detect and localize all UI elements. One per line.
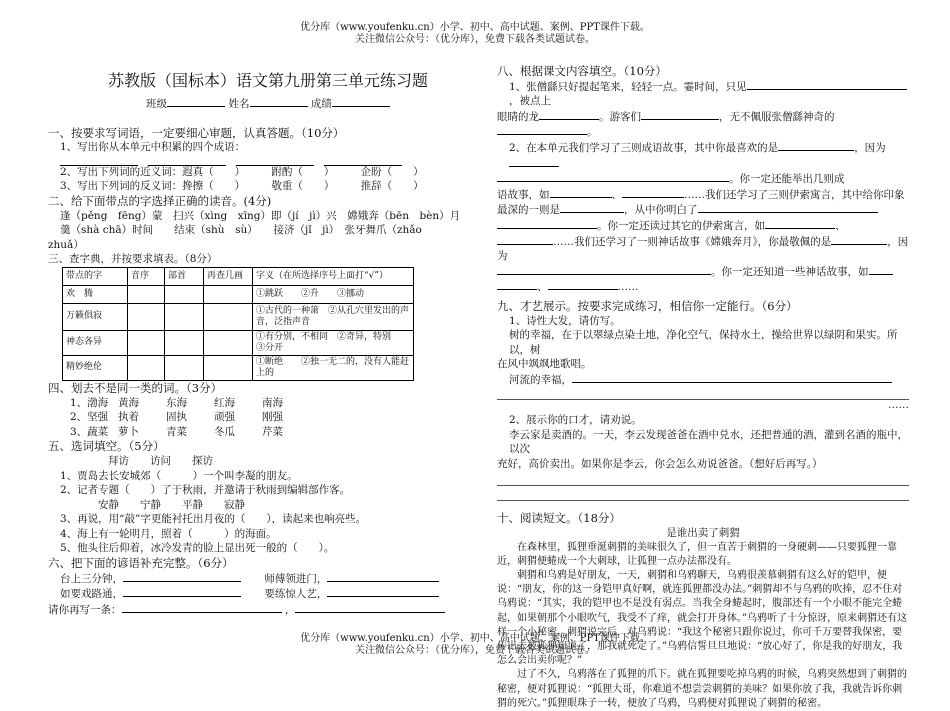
s2-line-2: 羹（shà chā）时间 结束（shù sù） 接济（jǐ jì） 张牙舞爪（zhǎo <box>60 224 422 237</box>
table-row <box>63 355 414 380</box>
s9-text-6: 充好，高价卖出。如果你是李云，你会怎么劝说爸爸。（想好后再写。） <box>497 457 823 470</box>
table-row <box>63 303 414 330</box>
proverb-start: 要练惊人艺， <box>264 588 328 601</box>
section-5 <box>48 439 488 556</box>
s5-options-1: 拜访 访问 探访 <box>108 454 213 467</box>
answer-line[interactable] <box>497 494 909 501</box>
s9-q1: 1、诗性大发，请仿写。 <box>509 314 621 327</box>
th-strokes: 再查几画 <box>204 267 253 285</box>
s1-q3: 3、写出下列词的反义词：搀擦（ ） 敬重（ ） 推辞（ ） <box>60 180 424 193</box>
word[interactable]: 顽强 <box>214 411 235 424</box>
proverb-blank[interactable] <box>123 571 241 582</box>
s9-q2: 2、展示你的口才，请劝说。 <box>509 414 642 427</box>
class-label: 班级 <box>146 98 168 110</box>
s5-q1: 1、贾岛去长安城郊（ ）一个叫李凝的朋友。 <box>60 469 298 482</box>
class-field[interactable] <box>167 96 225 107</box>
reading-title: 是谁出卖了刺猬 <box>666 527 740 540</box>
th-meaning: 字义（在所选择序号上面打“√”） <box>253 267 414 285</box>
score-field[interactable] <box>332 96 390 107</box>
s6-row-2 <box>48 586 488 602</box>
section-10-heading: 十、阅读短文。（18分） <box>497 511 621 526</box>
section-1-heading: 一、按要求写词语，一定要细心审题，认真答题。（10分） <box>48 125 345 140</box>
section-9 <box>497 299 909 502</box>
imitation-blank[interactable] <box>572 372 892 383</box>
proverb-blank[interactable] <box>122 602 282 613</box>
section-3-heading: 三、查字典，并按要求填表。（8分） <box>48 253 218 266</box>
proverb-blank[interactable] <box>295 602 445 613</box>
s9-river-prompt: 河流的幸福， <box>509 373 572 386</box>
s5-q2: 2、记者专题（ ）了于秋雨，并邀请于秋雨到编辑部作客。 <box>60 484 351 497</box>
s6-row-3: 请你再写一条： ， <box>48 602 488 618</box>
watermark-footer <box>0 633 950 657</box>
cell-word: 欢 腾 <box>63 285 128 303</box>
section-4-heading: 四、划去不是同一类的词。（3分） <box>48 380 223 395</box>
word[interactable]: 青菜 <box>166 425 187 438</box>
s5-q3: 3、再说，用“敲”字更能衬托出月夜的（ ），读起来也响亮些。 <box>60 513 367 526</box>
s4-row-3 <box>48 425 488 440</box>
s1-idiom-blanks[interactable] <box>48 155 488 165</box>
table-row <box>63 285 414 303</box>
s4-row-2 <box>48 410 488 425</box>
section-8-heading: 八、根据课文内容填空。（10分） <box>497 64 667 78</box>
section-1 <box>48 126 488 194</box>
s6-row-1 <box>48 571 488 587</box>
s1-q1: 1、写出你从本单元中积累的四个成语： <box>60 141 246 154</box>
section-4 <box>48 381 488 439</box>
student-info-line <box>48 96 488 112</box>
s9-text-2: 在风中飒飒地歌唱。 <box>497 358 592 371</box>
right-column <box>497 64 909 711</box>
cell-word: 万籁俱寂 <box>63 303 128 330</box>
s9-text-1: 树的幸福，在于以翠绿点染土地，净化空气，保持水土，操给世界以绿阴和果实。所以，树 <box>509 329 898 356</box>
s1-q2: 2、写出下列词的近义词：遐真（ ） 跗酌（ ） 企盼（ ） <box>60 165 424 178</box>
section-9-heading: 九、才艺展示。按要求完成练习，相信你一定能行。（6分） <box>497 298 798 313</box>
word[interactable]: 2、坚强 <box>70 411 109 424</box>
word[interactable]: 刚强 <box>262 411 283 424</box>
header-line-1: 优分库（www.youfenku.cn）小学、初中、高中试题、案例、PPT课件下载。 <box>300 22 650 33</box>
cell-meaning[interactable]: ①断绝 ②独一无二的，没有人能赶上的 <box>253 355 414 380</box>
reading-paragraph: 在森林里，狐狸垂涎刺猬的美味很久了，但一直苦于刺猬的一身硬刺——只要狐狸一靠近，刺猬便蜷成一个大刺球，让狐狸一点办法都没有。 <box>497 541 897 567</box>
name-label: 姓名 <box>228 98 250 110</box>
section-6-heading: 六、把下面的谚语补充完整。（6分） <box>48 556 234 571</box>
word[interactable]: 3、蔬菜 <box>70 425 109 438</box>
cell-word: 神态各异 <box>63 330 128 355</box>
section-5-heading: 五、选词填空。（5分） <box>48 439 165 454</box>
section-2-heading: 二、给下面带点的字选择正确的读音。(4分) <box>48 193 272 208</box>
proverb-blank[interactable] <box>327 571 439 582</box>
word[interactable]: 1、渤海 <box>70 396 109 409</box>
word[interactable]: 萝卜 <box>118 425 139 438</box>
section-10 <box>497 511 909 711</box>
s5-options-2: 安静 宁静 平静 寂静 <box>98 498 245 511</box>
left-column <box>48 64 488 617</box>
s9-text-5: 李云家是卖酒的。一天，李云发现爸爸在酒中兑水，还把普通的酒，灌到名酒的瓶中，以次 <box>509 428 908 456</box>
watermark-header <box>0 22 950 46</box>
name-field[interactable] <box>250 96 308 107</box>
section-2 <box>48 194 488 252</box>
header-line-2: 关注微信公众号：（优分库），免费下载各类试题试卷。 <box>355 34 595 45</box>
cell-meaning[interactable]: ①有分别，不相同 ②奇异，特别 ③分开 <box>253 330 414 355</box>
section-3 <box>48 252 488 381</box>
section-6 <box>48 556 488 617</box>
reading-paragraph: 刺猬和乌鸦是好朋友，一天，刺猬和乌鸦聊天，乌鸦很羡慕刺猬有这么好的铠甲，便说：“朋友，你的这一身铠甲真好啊，就连狐狸都没办法。”刺猬却不与乌鸦的吹捧，忍不住对乌鸦说：“其实，我的铠甲也不是没有弱点。当我全身蜷起时，腹部还有一个小眼不能完全蜷起，如果朝那个小眼吹气，我受不了痒，就会打开身体。”乌鸦听了十分惊讶，原来刺猬还有这样一个小秘密。刺猬说完后，对乌鸦说：“我这个秘密只跟你说过，你可千万要替我保密，要传出去被狐狸知道了，那我就死定了。”乌鸦信誓旦旦地说：“放心好了，你是我的好朋友，我怎么会出卖你呢？” <box>497 570 908 667</box>
s5-q5: 5、他头往后仰着，冰冷发青的脸上显出死一般的（ ）。 <box>60 542 335 555</box>
proverb-blank[interactable] <box>123 586 241 597</box>
s5-q4: 4、海上有一轮明月，照着（ ）的海面。 <box>60 527 277 540</box>
answer-line[interactable] <box>497 479 909 486</box>
footer-line-2: 关注微信公众号：（优分库），免费下载各类试题试卷。 <box>355 645 595 656</box>
word[interactable]: 芹菜 <box>262 425 283 438</box>
footer-line-1: 优分库（www.youfenku.cn）小学、初中、高中试题、案例、PPT课件下载。 <box>300 633 650 644</box>
page-title: 苏教版（国标本）语文第九册第三单元练习题 <box>107 71 428 90</box>
word[interactable]: 红海 <box>214 396 235 409</box>
proverb-start: 台上三分钟， <box>60 572 123 585</box>
proverb-blank[interactable] <box>327 586 439 597</box>
th-pinyin-order: 音序 <box>128 267 165 285</box>
word[interactable]: 固执 <box>166 411 187 424</box>
cell-meaning[interactable]: ①跳跃 ②升 ③挪动 <box>253 285 414 303</box>
cell-meaning[interactable]: ①古代的一种箫 ②从孔穴里发出的声音，泛指声音 <box>253 303 414 330</box>
s9-ellipsis: …… <box>888 399 909 412</box>
word[interactable]: 东海 <box>166 396 187 409</box>
word[interactable]: 冬瓜 <box>214 425 235 438</box>
cell-word: 精妙绝伦 <box>63 355 128 380</box>
section-8: 八、根据课文内容填空。（10分） 1、张僧繇只好提起笔来，轻轻一点。霎时间，只见，被点上 眼睛的龙 。游客们 ，无不佩服张僧繇神奇的。 2、在本单元我们学习了三则成语故事，其中你最喜欢的是 ，因为 。你一定还能举出几则成 语故事，如 、 ……我们还学习了三则伊索寓言，其中给你印象 最深的一则是 ，从中你明白了 。你一定还读过其它的伊索寓言，如 、 ……我们还学习了一则神话故事《嫦娥奔月》，你最敬佩的是 ，因为 。你一定还知道一些神话故事，如 、 …… <box>497 64 909 294</box>
write-another-label: 请你再写一条： <box>48 603 122 616</box>
word[interactable]: 黄海 <box>118 396 139 409</box>
word[interactable]: 执着 <box>118 411 139 424</box>
word[interactable]: 南海 <box>262 396 283 409</box>
s2-line-3: zhuǎ） <box>48 238 84 251</box>
proverb-start: 师傅领进门， <box>264 572 328 585</box>
score-label: 成绩 <box>310 98 332 110</box>
dictionary-table <box>62 267 414 381</box>
proverb-start: 如要戏路通， <box>60 588 123 601</box>
th-radical: 部首 <box>165 267 204 285</box>
s4-row-1 <box>48 396 488 411</box>
reading-paragraph: 过了不久，乌鸦落在了狐狸的爪下。就在狐狸要吃掉乌鸦的时候，乌鸦突然想到了刺猬的秘密，便对狐狸说：“狐狸大哥，你难道不想尝尝刺猬的美味？如果你放了我，我就告诉你刺猬的死穴。”狐狸眼珠子一转，便放了乌鸦，乌鸦便对狐狸说了刺猬的秘密。 <box>497 669 907 709</box>
th-char: 带点的字 <box>63 267 128 285</box>
s2-line-1: 逢（pěng fēng）蒙 扫兴（xìng xīng）即（jí jì）兴 嫦娥奔（bēn bèn）月 <box>60 209 461 222</box>
table-row <box>63 330 414 355</box>
